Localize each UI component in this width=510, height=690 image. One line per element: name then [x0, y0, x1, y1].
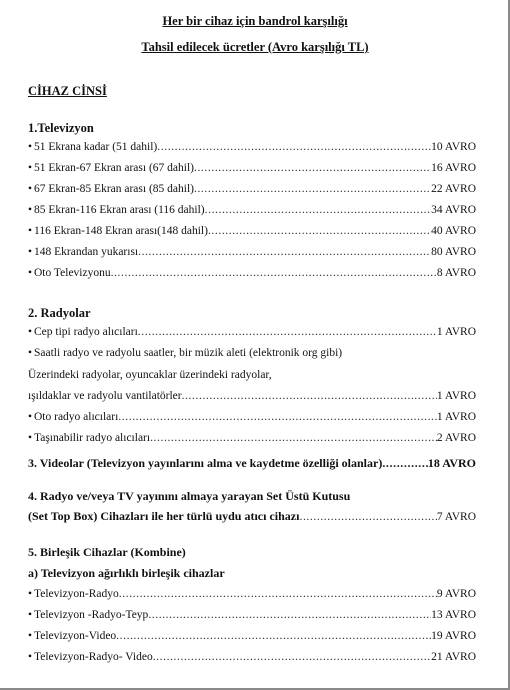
radio-item-multiline-end: [28, 388, 476, 404]
bullet: •: [28, 141, 33, 153]
header-line-2: Tahsil edilecek ücretler (Avro karşılığı TL): [141, 40, 369, 54]
item-price: 8 AVRO: [436, 267, 476, 279]
item-price: 40 AVRO: [431, 225, 476, 237]
item-label: 116 Ekran-148 Ekran arası(148 dahil): [34, 225, 208, 237]
section-settop-line2: [28, 508, 476, 524]
item-label: Televizyon-Video: [34, 630, 117, 642]
combo-item: [28, 607, 476, 623]
leader-dots: [382, 455, 428, 471]
bullet: •: [28, 651, 33, 663]
bullet: •: [28, 432, 33, 444]
leader-dots: [157, 139, 431, 155]
item-label: Televizyon-Radyo: [34, 588, 119, 600]
leader-dots: [153, 649, 431, 665]
bullet: •: [28, 204, 33, 216]
item-label: Televizyon -Radyo-Teyp: [34, 609, 149, 621]
item-label: Televizyon-Radyo- Video: [34, 651, 153, 663]
item-label: 85 Ekran-116 Ekran arası (116 dahil): [34, 204, 205, 216]
item-label: 148 Ekrandan yukarısı: [34, 246, 139, 258]
bullet: •: [28, 183, 33, 195]
item-price: 19 AVRO: [431, 630, 476, 642]
item-label: Cep tipi radyo alıcıları: [34, 326, 138, 338]
tv-item: [28, 244, 476, 260]
tv-item: [28, 139, 476, 155]
item-price: 34 AVRO: [431, 204, 476, 216]
item-label: Taşınabilir radyo alıcıları: [34, 432, 151, 444]
item-label: 51 Ekrana kadar (51 dahil): [34, 141, 158, 153]
radio-item: [28, 430, 476, 446]
section-combo-subtitle: a) Televizyon ağırlıklı birleşik cihazlar: [28, 566, 225, 580]
bullet: •: [28, 162, 33, 174]
item-price: 21 AVRO: [431, 651, 476, 663]
leader-dots: [111, 265, 437, 281]
header-line-1: Her bir cihaz için bandrol karşılığı: [162, 14, 348, 28]
bullet: •: [28, 630, 33, 642]
item-price: 9 AVRO: [436, 588, 476, 600]
tv-item: [28, 265, 476, 281]
leader-dots: [182, 388, 437, 404]
item-label: 3. Videolar (Televizyon yayınlarını alma ve kaydetme özelliği olanlar): [28, 456, 383, 470]
item-label: (Set Top Box) Cihazları ile her türlü uydu atıcı cihazı: [28, 509, 300, 523]
item-price: 10 AVRO: [431, 141, 476, 153]
tv-item: [28, 160, 476, 176]
bullet: •: [28, 609, 33, 621]
radio-item: [28, 409, 476, 425]
leader-dots: [118, 409, 437, 425]
item-label: 51 Ekran-67 Ekran arası (67 dahil): [34, 162, 194, 174]
section-radio-title: 2. Radyolar: [28, 306, 91, 320]
bullet: •: [28, 588, 33, 600]
leader-dots: [119, 586, 437, 602]
item-price: 13 AVRO: [431, 609, 476, 621]
leader-dots: [138, 244, 431, 260]
leader-dots: [299, 509, 436, 525]
combo-item: [28, 586, 476, 602]
tv-item: [28, 223, 476, 239]
device-type-heading: CİHAZ CİNSİ: [28, 84, 107, 98]
item-price: 7 AVRO: [436, 511, 476, 523]
item-price: 1 AVRO: [436, 411, 476, 423]
section-video: [28, 455, 476, 471]
item-label: Oto radyo alıcıları: [34, 411, 119, 423]
item-label: Oto Televizyonu: [34, 267, 111, 279]
leader-dots: [194, 181, 431, 197]
tv-item: [28, 181, 476, 197]
bullet: •: [28, 267, 33, 279]
section-combo-title: 5. Birleşik Cihazlar (Kombine): [28, 545, 186, 559]
combo-item: [28, 649, 476, 665]
item-label: ışıldaklar ve radyolu vantilatörler: [28, 390, 182, 402]
leader-dots: [150, 430, 437, 446]
leader-dots: [205, 202, 432, 218]
radio-item: [28, 324, 476, 340]
bullet: •: [28, 326, 33, 338]
radio-item-multiline-start: [28, 345, 476, 361]
item-label: 67 Ekran-85 Ekran arası (85 dahil): [34, 183, 194, 195]
bullet: •: [28, 246, 33, 258]
leader-dots: [148, 607, 431, 623]
tv-item: [28, 202, 476, 218]
item-price: 2 AVRO: [436, 432, 476, 444]
radio-item-continuation: Üzerindeki radyolar, oyuncaklar üzerindeki radyolar,: [28, 369, 272, 381]
bullet: •: [28, 347, 33, 359]
bullet: •: [28, 225, 33, 237]
leader-dots: [194, 160, 431, 176]
item-price: 16 AVRO: [431, 162, 476, 174]
combo-item: [28, 628, 476, 644]
item-price: 80 AVRO: [431, 246, 476, 258]
bullet: •: [28, 411, 33, 423]
item-price: 22 AVRO: [431, 183, 476, 195]
item-price: 1 AVRO: [436, 390, 476, 402]
item-label: Saatli radyo ve radyolu saatler, bir müzik aleti (elektronik org gibi): [34, 347, 343, 359]
section-tv-title: 1.Televizyon: [28, 121, 94, 135]
leader-dots: [116, 628, 431, 644]
leader-dots: [208, 223, 431, 239]
item-price: 1 AVRO: [436, 326, 476, 338]
item-price: 18 AVRO: [427, 456, 476, 470]
section-settop-line1: 4. Radyo ve/veya TV yayınını almaya yarayan Set Üstü Kutusu: [28, 489, 351, 503]
leader-dots: [138, 324, 437, 340]
